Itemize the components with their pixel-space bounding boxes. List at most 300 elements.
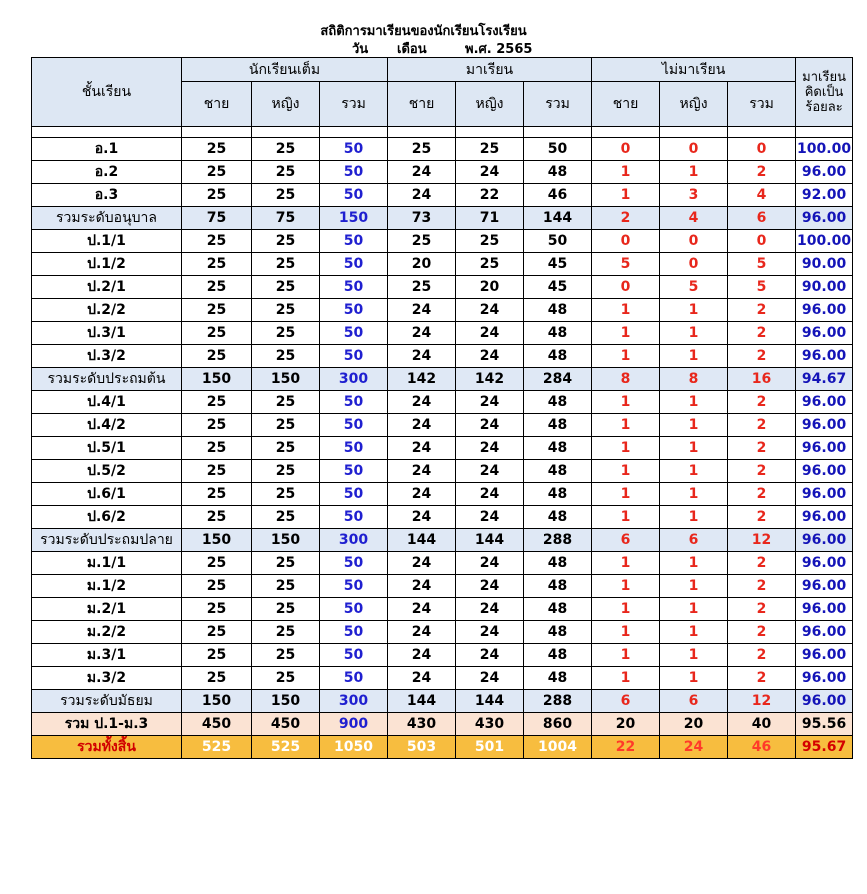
- absent-count-cell: 2: [728, 575, 796, 598]
- table-row: [32, 299, 853, 322]
- class-name-cell: ป.5/2: [32, 460, 182, 483]
- full-count-cell: 25: [252, 414, 320, 437]
- absent-count-cell: 1: [660, 598, 728, 621]
- full-count-cell: 525: [182, 736, 252, 759]
- percent-cell: 90.00: [796, 276, 853, 299]
- full-count-cell: 25: [252, 483, 320, 506]
- header-group-present: มาเรียน: [388, 58, 592, 82]
- absent-count-cell: 20: [660, 713, 728, 736]
- percent-cell: 96.00: [796, 575, 853, 598]
- class-name-cell: รวมระดับอนุบาล: [32, 207, 182, 230]
- absent-count-cell: 1: [592, 437, 660, 460]
- present-count-cell: 24: [388, 391, 456, 414]
- full-count-cell: 50: [320, 644, 388, 667]
- full-count-cell: 150: [182, 368, 252, 391]
- class-name-cell: ป.5/1: [32, 437, 182, 460]
- absent-count-cell: 2: [728, 644, 796, 667]
- full-count-cell: 50: [320, 506, 388, 529]
- full-count-cell: 25: [252, 322, 320, 345]
- full-count-cell: 50: [320, 437, 388, 460]
- absent-count-cell: 1: [660, 437, 728, 460]
- full-count-cell: 25: [252, 161, 320, 184]
- percent-cell: 90.00: [796, 253, 853, 276]
- table-row: [32, 322, 853, 345]
- present-count-cell: 24: [456, 621, 524, 644]
- present-count-cell: 20: [456, 276, 524, 299]
- full-count-cell: 25: [182, 437, 252, 460]
- table-row: [32, 575, 853, 598]
- full-count-cell: 25: [252, 184, 320, 207]
- table-row: [32, 345, 853, 368]
- absent-count-cell: 0: [660, 230, 728, 253]
- header-total: รวม: [728, 82, 796, 127]
- percent-cell: 96.00: [796, 667, 853, 690]
- percent-cell: 100.00: [796, 230, 853, 253]
- table-row: [32, 667, 853, 690]
- present-count-cell: 24: [388, 345, 456, 368]
- present-count-cell: 24: [388, 575, 456, 598]
- present-count-cell: 25: [388, 138, 456, 161]
- class-name-cell: อ.3: [32, 184, 182, 207]
- table-row: [32, 391, 853, 414]
- full-count-cell: 75: [252, 207, 320, 230]
- subtotal-row: [32, 690, 853, 713]
- absent-count-cell: 1: [592, 322, 660, 345]
- present-count-cell: 50: [524, 230, 592, 253]
- class-name-cell: ป.2/1: [32, 276, 182, 299]
- present-count-cell: 142: [456, 368, 524, 391]
- table-row: [32, 598, 853, 621]
- present-count-cell: 284: [524, 368, 592, 391]
- present-count-cell: 24: [456, 322, 524, 345]
- absent-count-cell: 46: [728, 736, 796, 759]
- full-count-cell: 50: [320, 184, 388, 207]
- full-count-cell: 50: [320, 483, 388, 506]
- present-count-cell: 24: [456, 483, 524, 506]
- absent-count-cell: 1: [592, 552, 660, 575]
- present-count-cell: 24: [456, 391, 524, 414]
- class-name-cell: รวมระดับมัธยม: [32, 690, 182, 713]
- present-count-cell: 24: [388, 483, 456, 506]
- present-count-cell: 24: [456, 552, 524, 575]
- class-name-cell: ม.1/2: [32, 575, 182, 598]
- percent-cell: 96.00: [796, 690, 853, 713]
- present-count-cell: 144: [456, 529, 524, 552]
- full-count-cell: 50: [320, 621, 388, 644]
- table-row: [32, 621, 853, 644]
- absent-count-cell: 1: [660, 506, 728, 529]
- present-count-cell: 501: [456, 736, 524, 759]
- percent-cell: 96.00: [796, 299, 853, 322]
- full-count-cell: 25: [182, 460, 252, 483]
- absent-count-cell: 0: [592, 276, 660, 299]
- present-count-cell: 24: [388, 322, 456, 345]
- absent-count-cell: 2: [728, 391, 796, 414]
- absent-count-cell: 1: [592, 184, 660, 207]
- full-count-cell: 25: [182, 276, 252, 299]
- header-total: รวม: [320, 82, 388, 127]
- class-name-cell: รวม ป.1-ม.3: [32, 713, 182, 736]
- present-count-cell: 24: [456, 299, 524, 322]
- class-name-cell: ป.1/1: [32, 230, 182, 253]
- full-count-cell: 150: [252, 690, 320, 713]
- absent-count-cell: 1: [660, 391, 728, 414]
- present-count-cell: 24: [388, 299, 456, 322]
- absent-count-cell: 1: [592, 598, 660, 621]
- full-count-cell: 50: [320, 138, 388, 161]
- present-count-cell: 288: [524, 690, 592, 713]
- full-count-cell: 25: [182, 667, 252, 690]
- percent-cell: 96.00: [796, 529, 853, 552]
- present-count-cell: 22: [456, 184, 524, 207]
- class-name-cell: ป.3/1: [32, 322, 182, 345]
- full-count-cell: 25: [182, 138, 252, 161]
- table-row: [32, 230, 853, 253]
- subtotal-row: [32, 207, 853, 230]
- absent-count-cell: 4: [660, 207, 728, 230]
- absent-count-cell: 40: [728, 713, 796, 736]
- percent-cell: 96.00: [796, 644, 853, 667]
- percent-cell: 95.56: [796, 713, 853, 736]
- table-row: [32, 414, 853, 437]
- absent-count-cell: 2: [728, 552, 796, 575]
- absent-count-cell: 1: [660, 414, 728, 437]
- header-class: ชั้นเรียน: [32, 58, 182, 127]
- full-count-cell: 25: [182, 644, 252, 667]
- absent-count-cell: 1: [592, 345, 660, 368]
- full-count-cell: 25: [182, 161, 252, 184]
- class-name-cell: ป.6/2: [32, 506, 182, 529]
- header-spacer-row: [32, 127, 853, 138]
- present-count-cell: 25: [388, 230, 456, 253]
- absent-count-cell: 2: [728, 345, 796, 368]
- absent-count-cell: 5: [592, 253, 660, 276]
- table-row: [32, 460, 853, 483]
- subtotal-row: [32, 368, 853, 391]
- absent-count-cell: 22: [592, 736, 660, 759]
- present-count-cell: 142: [388, 368, 456, 391]
- table-row: [32, 253, 853, 276]
- full-count-cell: 50: [320, 414, 388, 437]
- class-name-cell: ป.2/2: [32, 299, 182, 322]
- present-count-cell: 48: [524, 322, 592, 345]
- present-count-cell: 24: [456, 598, 524, 621]
- absent-count-cell: 1: [660, 161, 728, 184]
- absent-count-cell: 2: [728, 506, 796, 529]
- present-count-cell: 25: [456, 138, 524, 161]
- full-count-cell: 525: [252, 736, 320, 759]
- absent-count-cell: 1: [592, 575, 660, 598]
- absent-count-cell: 1: [592, 506, 660, 529]
- present-count-cell: 24: [388, 414, 456, 437]
- percent-cell: 96.00: [796, 207, 853, 230]
- present-count-cell: 45: [524, 253, 592, 276]
- present-count-cell: 24: [388, 460, 456, 483]
- present-count-cell: 48: [524, 437, 592, 460]
- present-count-cell: 24: [456, 460, 524, 483]
- present-count-cell: 71: [456, 207, 524, 230]
- header-male: ชาย: [388, 82, 456, 127]
- header-group-absent: ไม่มาเรียน: [592, 58, 796, 82]
- full-count-cell: 300: [320, 368, 388, 391]
- absent-count-cell: 1: [660, 322, 728, 345]
- absent-count-cell: 2: [728, 460, 796, 483]
- grand-total-row: [32, 713, 853, 736]
- present-count-cell: 24: [388, 667, 456, 690]
- present-count-cell: 24: [456, 506, 524, 529]
- attendance-table: [31, 57, 853, 759]
- present-count-cell: 503: [388, 736, 456, 759]
- class-name-cell: ป.1/2: [32, 253, 182, 276]
- full-count-cell: 150: [320, 207, 388, 230]
- full-count-cell: 50: [320, 391, 388, 414]
- class-name-cell: ม.1/1: [32, 552, 182, 575]
- full-count-cell: 50: [320, 230, 388, 253]
- header-group-full: นักเรียนเต็ม: [182, 58, 388, 82]
- full-count-cell: 25: [182, 506, 252, 529]
- percent-cell: 92.00: [796, 184, 853, 207]
- present-count-cell: 25: [388, 276, 456, 299]
- class-name-cell: ม.3/2: [32, 667, 182, 690]
- present-count-cell: 24: [388, 184, 456, 207]
- full-count-cell: 25: [252, 575, 320, 598]
- absent-count-cell: 2: [728, 299, 796, 322]
- absent-count-cell: 1: [660, 483, 728, 506]
- absent-count-cell: 5: [728, 276, 796, 299]
- full-count-cell: 900: [320, 713, 388, 736]
- present-count-cell: 24: [388, 161, 456, 184]
- percent-cell: 96.00: [796, 322, 853, 345]
- present-count-cell: 48: [524, 621, 592, 644]
- class-name-cell: รวมระดับประถมปลาย: [32, 529, 182, 552]
- class-name-cell: ป.6/1: [32, 483, 182, 506]
- present-count-cell: 48: [524, 598, 592, 621]
- absent-count-cell: 1: [592, 644, 660, 667]
- full-count-cell: 25: [182, 414, 252, 437]
- full-count-cell: 25: [182, 184, 252, 207]
- subtotal-row: [32, 529, 853, 552]
- absent-count-cell: 6: [592, 690, 660, 713]
- present-count-cell: 1004: [524, 736, 592, 759]
- present-count-cell: 288: [524, 529, 592, 552]
- percent-cell: 96.00: [796, 483, 853, 506]
- present-count-cell: 24: [456, 161, 524, 184]
- present-count-cell: 48: [524, 161, 592, 184]
- absent-count-cell: 2: [728, 598, 796, 621]
- header-female: หญิง: [660, 82, 728, 127]
- table-row: [32, 644, 853, 667]
- absent-count-cell: 1: [592, 391, 660, 414]
- full-count-cell: 25: [252, 230, 320, 253]
- full-count-cell: 50: [320, 575, 388, 598]
- full-count-cell: 50: [320, 552, 388, 575]
- absent-count-cell: 1: [592, 483, 660, 506]
- table-row: [32, 552, 853, 575]
- absent-count-cell: 0: [728, 230, 796, 253]
- absent-count-cell: 1: [592, 621, 660, 644]
- present-count-cell: 24: [388, 437, 456, 460]
- class-name-cell: ป.4/2: [32, 414, 182, 437]
- full-count-cell: 25: [252, 345, 320, 368]
- present-count-cell: 24: [388, 598, 456, 621]
- table-row: [32, 138, 853, 161]
- full-count-cell: 25: [252, 460, 320, 483]
- absent-count-cell: 0: [728, 138, 796, 161]
- class-name-cell: ป.4/1: [32, 391, 182, 414]
- absent-count-cell: 20: [592, 713, 660, 736]
- class-name-cell: รวมทั้งสิ้น: [32, 736, 182, 759]
- class-name-cell: ป.3/2: [32, 345, 182, 368]
- full-count-cell: 25: [252, 437, 320, 460]
- absent-count-cell: 1: [660, 621, 728, 644]
- present-count-cell: 48: [524, 667, 592, 690]
- full-count-cell: 25: [252, 276, 320, 299]
- present-count-cell: 48: [524, 506, 592, 529]
- absent-count-cell: 0: [592, 138, 660, 161]
- absent-count-cell: 12: [728, 690, 796, 713]
- absent-count-cell: 24: [660, 736, 728, 759]
- absent-count-cell: 2: [728, 667, 796, 690]
- present-count-cell: 48: [524, 460, 592, 483]
- full-count-cell: 25: [182, 345, 252, 368]
- full-count-cell: 25: [182, 598, 252, 621]
- full-count-cell: 25: [182, 230, 252, 253]
- absent-count-cell: 1: [660, 552, 728, 575]
- full-count-cell: 25: [182, 621, 252, 644]
- absent-count-cell: 1: [592, 460, 660, 483]
- date-month-label: เดือน: [397, 42, 427, 57]
- present-count-cell: 860: [524, 713, 592, 736]
- table-row: [32, 276, 853, 299]
- full-count-cell: 25: [252, 138, 320, 161]
- full-count-cell: 50: [320, 460, 388, 483]
- full-count-cell: 25: [182, 299, 252, 322]
- header-male: ชาย: [182, 82, 252, 127]
- full-count-cell: 25: [182, 575, 252, 598]
- present-count-cell: 24: [388, 644, 456, 667]
- full-count-cell: 150: [252, 529, 320, 552]
- full-count-cell: 25: [252, 506, 320, 529]
- full-count-cell: 25: [252, 391, 320, 414]
- full-count-cell: 300: [320, 690, 388, 713]
- absent-count-cell: 1: [660, 644, 728, 667]
- present-count-cell: 24: [456, 345, 524, 368]
- absent-count-cell: 16: [728, 368, 796, 391]
- absent-count-cell: 2: [728, 414, 796, 437]
- full-count-cell: 75: [182, 207, 252, 230]
- present-count-cell: 73: [388, 207, 456, 230]
- present-count-cell: 430: [388, 713, 456, 736]
- present-count-cell: 24: [388, 506, 456, 529]
- absent-count-cell: 6: [728, 207, 796, 230]
- full-count-cell: 25: [252, 621, 320, 644]
- present-count-cell: 144: [388, 690, 456, 713]
- present-count-cell: 24: [388, 621, 456, 644]
- full-count-cell: 150: [182, 690, 252, 713]
- absent-count-cell: 2: [728, 322, 796, 345]
- table-row: [32, 506, 853, 529]
- table-row: [32, 161, 853, 184]
- full-count-cell: 150: [182, 529, 252, 552]
- table-row: [32, 184, 853, 207]
- full-count-cell: 450: [252, 713, 320, 736]
- full-count-cell: 25: [182, 483, 252, 506]
- date-day-label: วัน: [352, 42, 369, 57]
- full-count-cell: 450: [182, 713, 252, 736]
- full-count-cell: 50: [320, 299, 388, 322]
- class-name-cell: ม.3/1: [32, 644, 182, 667]
- percent-cell: 96.00: [796, 391, 853, 414]
- percent-cell: 96.00: [796, 437, 853, 460]
- present-count-cell: 48: [524, 299, 592, 322]
- class-name-cell: อ.1: [32, 138, 182, 161]
- percent-cell: 100.00: [796, 138, 853, 161]
- header-female: หญิง: [252, 82, 320, 127]
- full-count-cell: 150: [252, 368, 320, 391]
- class-name-cell: อ.2: [32, 161, 182, 184]
- percent-cell: 94.67: [796, 368, 853, 391]
- absent-count-cell: 1: [660, 345, 728, 368]
- full-count-cell: 25: [182, 552, 252, 575]
- full-count-cell: 50: [320, 598, 388, 621]
- absent-count-cell: 1: [592, 299, 660, 322]
- absent-count-cell: 1: [660, 575, 728, 598]
- absent-count-cell: 0: [660, 138, 728, 161]
- present-count-cell: 24: [456, 575, 524, 598]
- absent-count-cell: 5: [660, 276, 728, 299]
- table-row: [32, 437, 853, 460]
- present-count-cell: 144: [456, 690, 524, 713]
- present-count-cell: 48: [524, 483, 592, 506]
- absent-count-cell: 8: [592, 368, 660, 391]
- header-female: หญิง: [456, 82, 524, 127]
- full-count-cell: 50: [320, 322, 388, 345]
- full-count-cell: 50: [320, 667, 388, 690]
- present-count-cell: 430: [456, 713, 524, 736]
- present-count-cell: 24: [456, 667, 524, 690]
- class-name-cell: รวมระดับประถมต้น: [32, 368, 182, 391]
- present-count-cell: 24: [456, 644, 524, 667]
- present-count-cell: 48: [524, 345, 592, 368]
- percent-cell: 96.00: [796, 598, 853, 621]
- full-count-cell: 25: [182, 253, 252, 276]
- present-count-cell: 24: [388, 552, 456, 575]
- absent-count-cell: 2: [728, 161, 796, 184]
- page-title: สถิติการมาเรียนของนักเรียนโรงเรียน: [320, 24, 527, 39]
- absent-count-cell: 12: [728, 529, 796, 552]
- full-count-cell: 50: [320, 253, 388, 276]
- absent-count-cell: 0: [592, 230, 660, 253]
- present-count-cell: 50: [524, 138, 592, 161]
- full-count-cell: 25: [252, 667, 320, 690]
- percent-cell: 96.00: [796, 460, 853, 483]
- header-percent: [796, 58, 853, 127]
- full-count-cell: 50: [320, 161, 388, 184]
- percent-cell: 96.00: [796, 345, 853, 368]
- present-count-cell: 46: [524, 184, 592, 207]
- present-count-cell: 24: [456, 437, 524, 460]
- present-count-cell: 45: [524, 276, 592, 299]
- absent-count-cell: 8: [660, 368, 728, 391]
- present-count-cell: 144: [524, 207, 592, 230]
- absent-count-cell: 0: [660, 253, 728, 276]
- absent-count-cell: 2: [592, 207, 660, 230]
- absent-count-cell: 2: [728, 437, 796, 460]
- present-count-cell: 20: [388, 253, 456, 276]
- present-count-cell: 48: [524, 414, 592, 437]
- full-count-cell: 300: [320, 529, 388, 552]
- absent-count-cell: 2: [728, 621, 796, 644]
